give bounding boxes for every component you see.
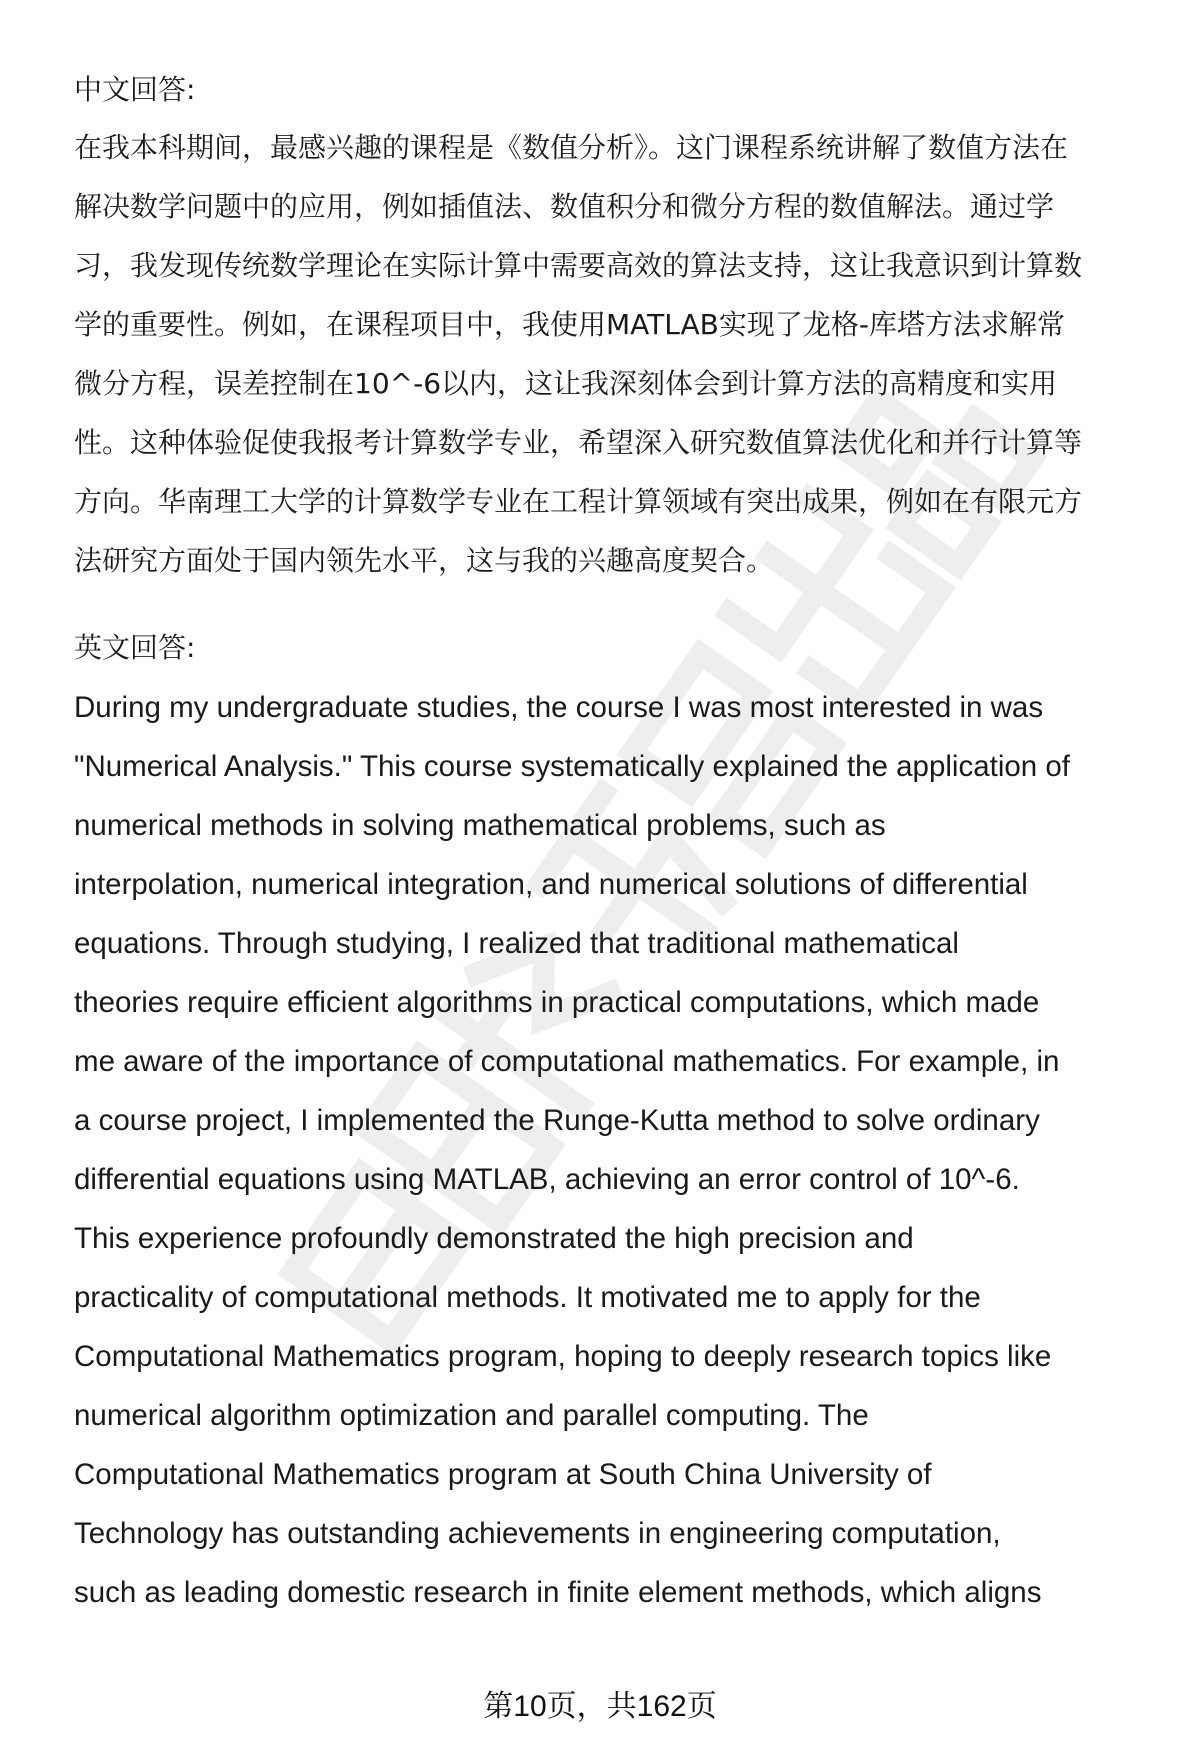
english-line: practicality of computational methods. It motivated me to apply for the <box>74 1281 981 1314</box>
chinese-line: 学的重要性。例如，在课程项目中，我使用MATLAB实现了龙格-库塔方法求解常 <box>74 308 1065 341</box>
english-line: Computational Mathematics program at South China University of <box>74 1458 932 1491</box>
chinese-line: 法研究方面处于国内领先水平，这与我的兴趣高度契合。 <box>74 544 775 577</box>
english-line: equations. Through studying, I realized that traditional mathematical <box>74 927 959 960</box>
english-line: me aware of the importance of computational mathematics. For example, in <box>74 1045 1060 1078</box>
page-number-footer: 第10页，共162页 <box>483 1690 717 1723</box>
english-line: numerical algorithm optimization and parallel computing. The <box>74 1399 869 1432</box>
chinese-line: 在我本科期间，最感兴趣的课程是《数值分析》。这门课程系统讲解了数值方法在 <box>74 131 1069 164</box>
chinese-line: 习，我发现传统数学理论在实际计算中需要高效的算法支持，这让我意识到计算数 <box>74 249 1083 282</box>
english-line: a course project, I implemented the Runge-Kutta method to solve ordinary <box>74 1104 1040 1137</box>
english-line: numerical methods in solving mathematical problems, such as <box>74 809 886 842</box>
english-answer-heading: 英文回答: <box>74 631 196 664</box>
chinese-line: 性。这种体验促使我报考计算数学专业，希望深入研究数值算法优化和并行计算等 <box>74 426 1083 459</box>
english-line: theories require efficient algorithms in practical computations, which made <box>74 986 1040 1019</box>
english-line: such as leading domestic research in finite element methods, which aligns <box>74 1576 1042 1609</box>
english-line: This experience profoundly demonstrated the high precision and <box>74 1222 914 1255</box>
english-line: Technology has outstanding achievements in engineering computation, <box>74 1517 1001 1550</box>
chinese-line: 解决数学问题中的应用，例如插值法、数值积分和微分方程的数值解法。通过学 <box>74 190 1055 223</box>
english-line: "Numerical Analysis." This course systematically explained the application of <box>74 750 1070 783</box>
chinese-line: 方向。华南理工大学的计算数学专业在工程计算领域有突出成果，例如在有限元方 <box>74 485 1083 518</box>
chinese-answer-heading: 中文回答: <box>74 73 196 106</box>
chinese-line: 微分方程，误差控制在10^-6以内，这让我深刻体会到计算方法的高精度和实用 <box>74 367 1058 400</box>
english-line: Computational Mathematics program, hoping to deeply research topics like <box>74 1340 1052 1373</box>
english-line: During my undergraduate studies, the course I was most interested in was <box>74 691 1044 724</box>
english-line: differential equations using MATLAB, achieving an error control of 10^-6. <box>74 1163 1020 1196</box>
english-line: interpolation, numerical integration, and numerical solutions of differential <box>74 868 1028 901</box>
